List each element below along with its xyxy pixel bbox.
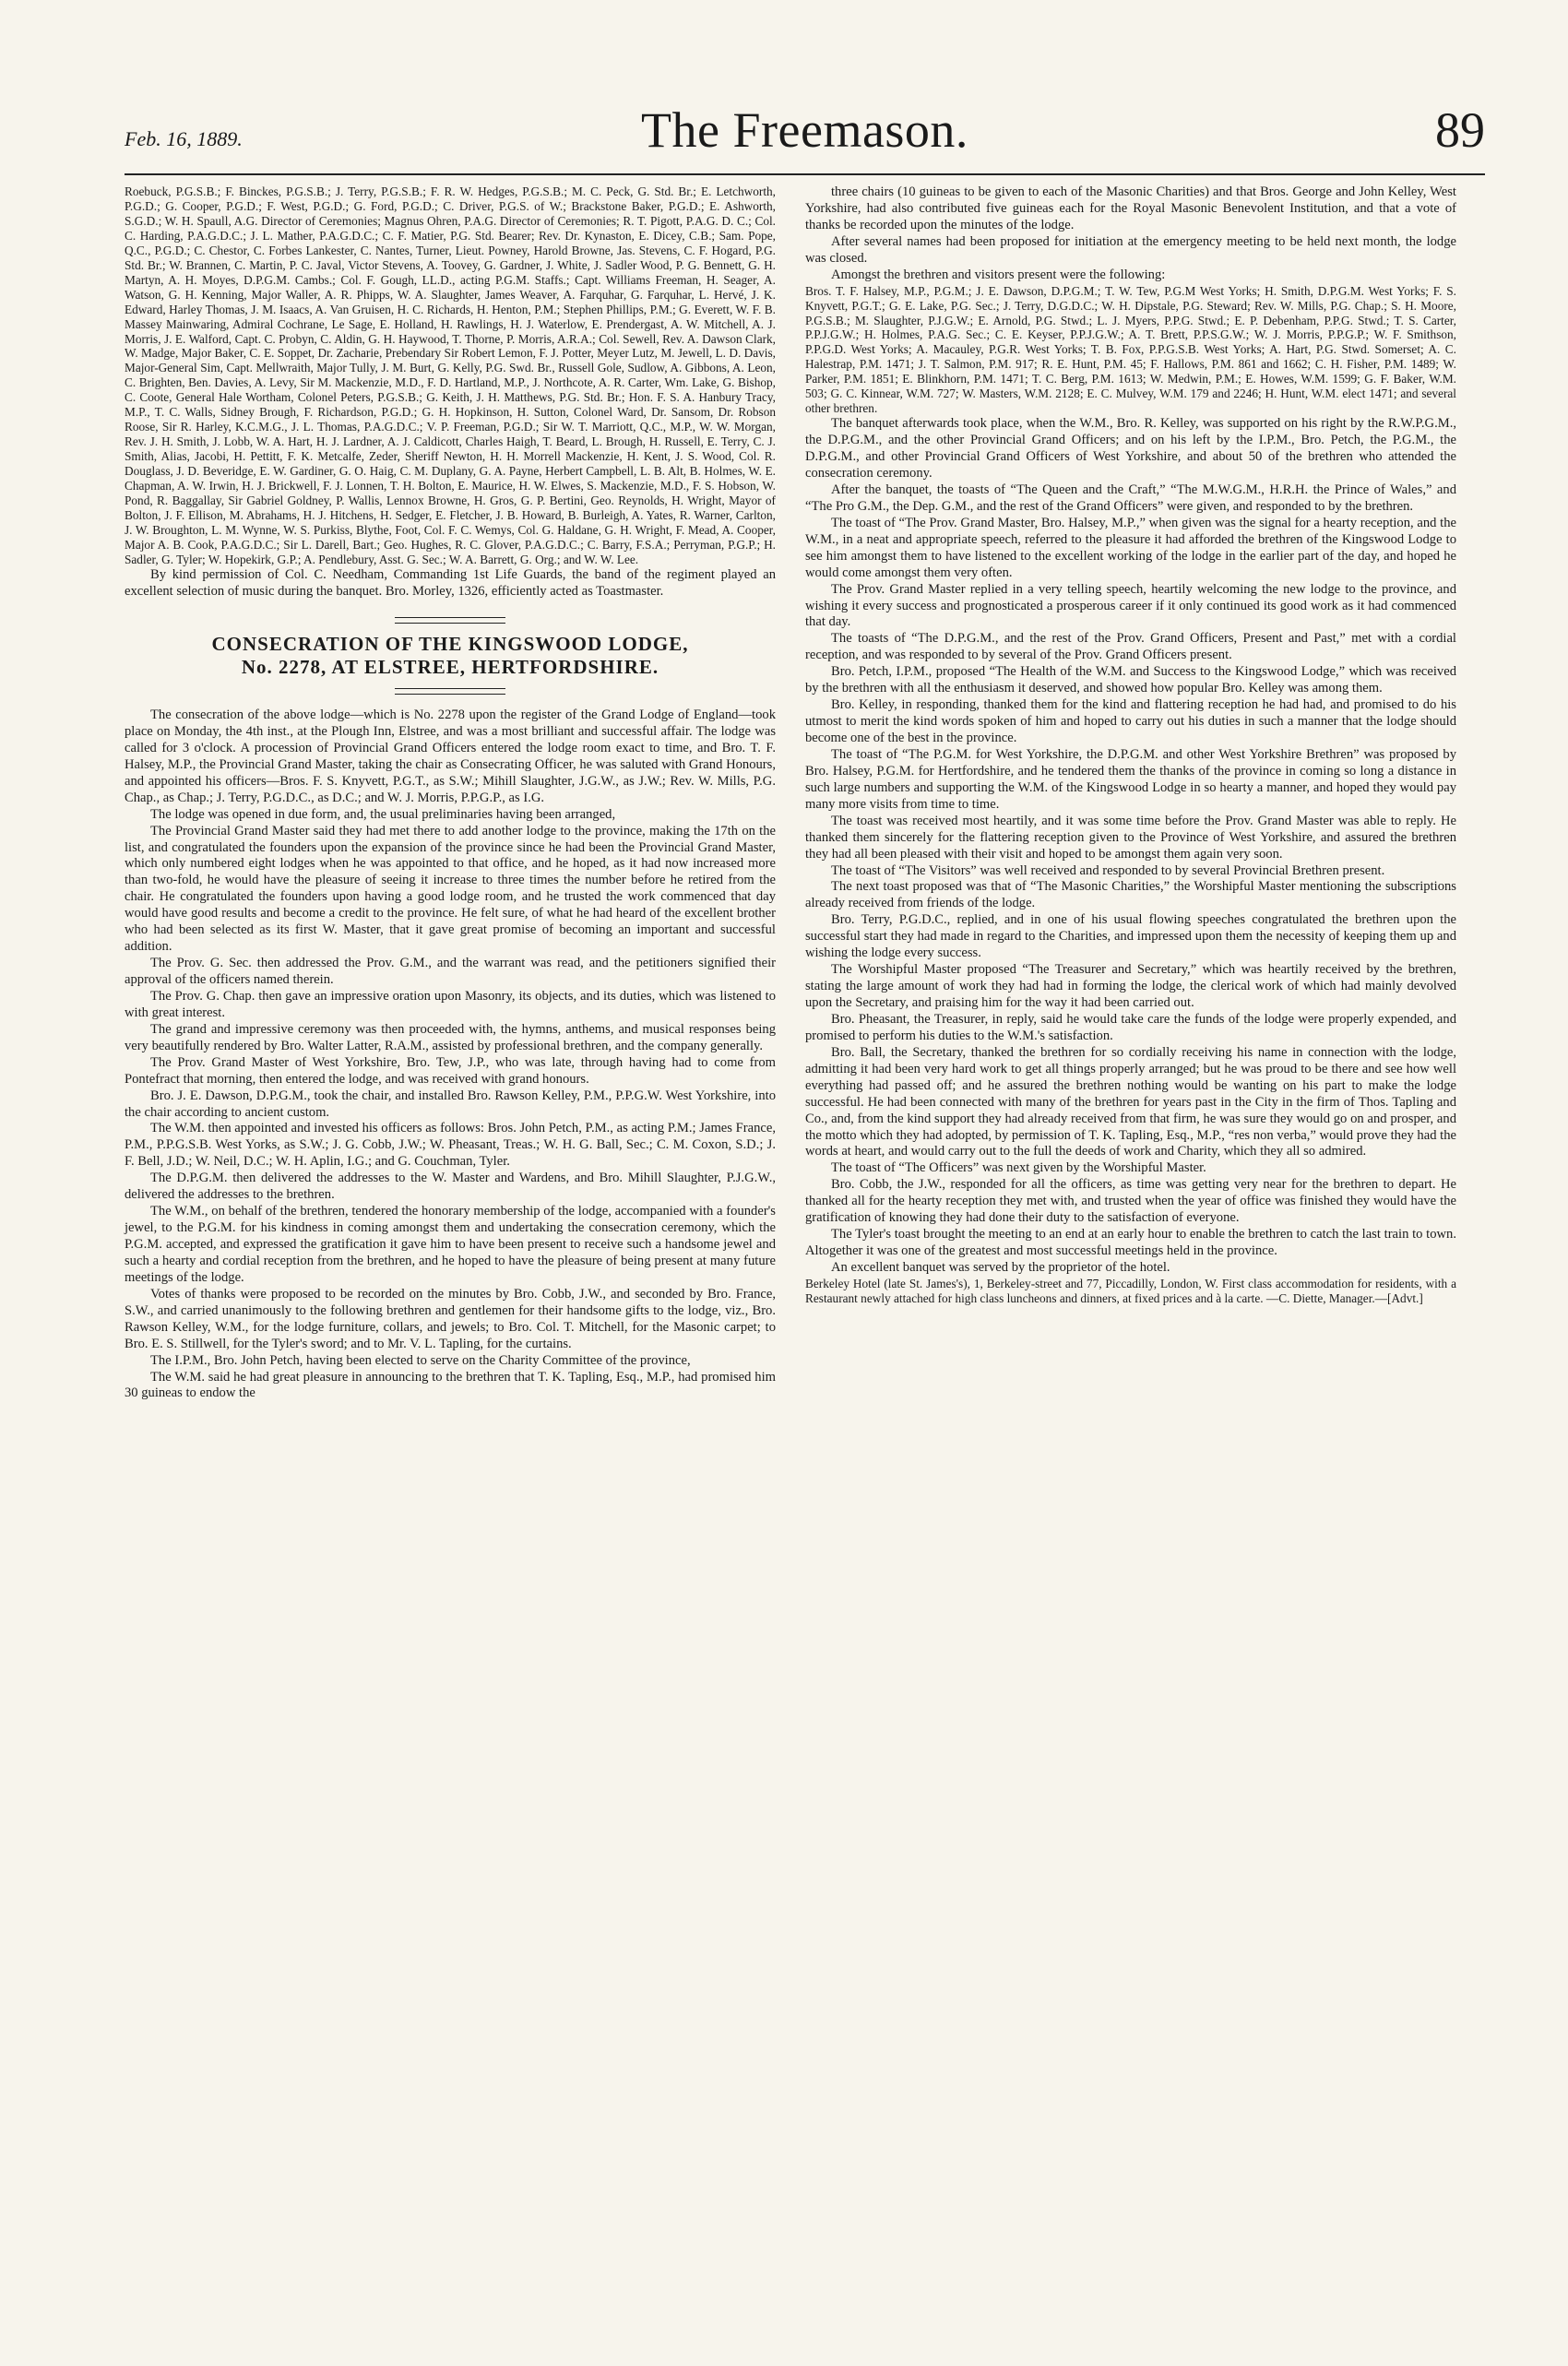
article-paragraph: The Tyler's toast brought the meeting to an end at an early hour to enable the brethren to catch the last train to town. Altogether it was one of the greatest and most successful meetings held in the province. xyxy=(805,1227,1456,1259)
article-paragraph: The lodge was opened in due form, and, the usual preliminaries having been arranged, xyxy=(150,806,616,822)
article-paragraph: Bro. Petch, I.P.M., proposed “The Health of the W.M. and Success to the Kingswood Lodge,” which was received by the brethren with all the enthusiasm it deserved, and showed how popular Bro. Kelley was among them. xyxy=(805,664,1456,696)
article-heading-line-2: No. 2278, AT ELSTREE, HERTFORDSHIRE. xyxy=(241,655,659,678)
page-number: 89 xyxy=(1435,102,1485,158)
newspaper-title: The Freemason. xyxy=(641,102,968,158)
article-paragraph: three chairs (10 guineas to be given to each of the Masonic Charities) and that Bros. George and John Kelley, West Yorkshire, had also contributed five guineas each for the Royal Masonic Benevolent Institution, and that a vote of thanks be recorded upon the minutes of the lodge. xyxy=(805,184,1456,232)
article-paragraph: The D.P.G.M. then delivered the addresses to the W. Master and Wardens, and Bro. Mihill Slaughter, P.J.G.W., delivered the addresses to the brethren. xyxy=(125,1171,776,1203)
article-paragraph: The grand and impressive ceremony was then proceeded with, the hymns, anthems, and musical responses being very beautifully rendered by Bro. Walter Latter, R.A.M., assisted by professional brethren, and the company generally. xyxy=(125,1021,776,1053)
article-paragraph: The Prov. Grand Master of West Yorkshire, Bro. Tew, J.P., who was late, through having had to come from Pontefract that morning, then entered the lodge, and was received with grand honours. xyxy=(125,1054,776,1087)
right-column xyxy=(805,184,1456,1402)
band-paragraph: By kind permission of Col. C. Needham, Commanding 1st Life Guards, the band of the regiment played an excellent selection of music during the banquet. Bro. Morley, 1326, efficiently acted as Toastmaster. xyxy=(125,566,776,599)
article-paragraph: The toast of “The P.G.M. for West Yorkshire, the D.P.G.M. and other West Yorkshire Brethren” was proposed by Bro. Halsey, P.G.M. for Hertfordshire, and he tendered them the thanks of the province in coming so long a distance in such large numbers and supporting the W.M. of the Kingswood Lodge in so hearty a manner, and hoped they would pay many more visits from time to time. xyxy=(805,746,1456,812)
hotel-advertisement: Berkeley Hotel (late St. James's), 1, Berkeley-street and 77, Piccadilly, London, W. First class accommodation for residents, with a Restaurant newly attached for high class luncheons and dinners, at fixed prices and à la carte. —C. Diette, Manager.—[Advt.] xyxy=(805,1276,1456,1305)
article-paragraph: Amongst the brethren and visitors present were the following: xyxy=(831,267,1166,282)
masthead xyxy=(125,101,1485,166)
left-column xyxy=(125,184,776,1402)
article-paragraph: The banquet afterwards took place, when the W.M., Bro. R. Kelley, was supported on his right by the R.W.P.G.M., the D.P.G.M., and the other Provincial Grand Officers; and on his left by the I.P.M., Bro. Petch, the P.G.M., the D.P.G.M., and other Provincial Grand Officers of West Yorkshire, and about 50 of the brethren who attended the consecration ceremony. xyxy=(805,416,1456,482)
article-paragraph: The toast of “The Prov. Grand Master, Bro. Halsey, M.P.,” when given was the signal for a hearty reception, and the W.M., in a neat and appropriate speech, referred to the pleasure it had afforded the brethren of the Kingswood Lodge to see him amongst them to have listened to the excellent working of the lodge in the earlier part of the day, and hoped he would come amongst them very often. xyxy=(805,515,1456,580)
article-paragraph: The toasts of “The D.P.G.M., and the rest of the Prov. Grand Officers, Present and Past,” met with a cordial reception, and was responded to by several of the Prov. Grand Officers present. xyxy=(805,631,1456,663)
article-paragraph: Bro. Terry, P.G.D.C., replied, and in one of his usual flowing speeches congratulated the brethren upon the successful start they had made in regard to the Charities, and impressed upon them the necessity of keeping them up and wishing the lodge every success. xyxy=(805,912,1456,961)
article-heading xyxy=(125,617,776,695)
article-paragraph: After the banquet, the toasts of “The Queen and the Craft,” “The M.W.G.M., H.R.H. the Prince of Wales,” and “The Pro G.M., the Dep. G.M., and the rest of the Grand Officers” were given, and responded to by the brethren. xyxy=(805,482,1456,514)
article-paragraph: The Worshipful Master proposed “The Treasurer and Secretary,” which was heartily received by the brethren, stating the large amount of work they had had in forming the lodge, the clerical work of which had mainly devolved upon the Secretary, and praising him for the way it had been carried out. xyxy=(805,962,1456,1011)
brethren-list: Bros. T. F. Halsey, M.P., P.G.M.; J. E. Dawson, D.P.G.M.; T. W. Tew, P.G.M West Yorks; H. Smith, D.P.G.M. West Yorks; F. S. Knyvett, P.G.T.; G. E. Lake, P.G. Sec.; J. Terry, D.G.D.C.; W. H. Dipstale, P.G. Steward; Rev. W. Mills, P.G. Chap.; S. H. Moore, P.G.S.B.; M. Slaughter, P.J.G.W.; E. Arnold, P.G. Stwd.; L. J. Myers, P.P.G. Stwd.; E. P. Debenham, P.P.G. Stwd.; T. S. Carter, P.P.J.G.W.; H. Holmes, P.A.G. Sec.; C. E. Keyser, P.P.J.G.W.; A. T. Brett, P.P.S.G.W.; W. J. Morris, P.P.G.P.; W. F. Smithson, P.P.G.D. West Yorks; A. Macauley, P.G.R. West Yorks; T. B. Fox, P.P.G.S.B. West Yorks; A. Hart, P.G. Stwd. Somerset; A. C. Halestrap, P.M. 1471; J. T. Salmon, P.M. 917; R. E. Hunt, P.M. 45; F. Hallows, P.M. 861 and 1662; C. H. Fisher, P.M. 1489; W. Parker, P.M. 1851; E. Blinkhorn, P.M. 1471; T. C. Berg, P.M. 1613; W. Medwin, P.M.; E. Howes, W.M. 1599; G. F. Baker, W.M. 503; G. C. Kinnear, W.M. 727; W. Masters, W.M. 2128; E. C. Mulvey, W.M. 179 and 2246; H. Hunt, W.M. elect 1471; and several other brethren. xyxy=(805,283,1456,416)
heading-rule-top xyxy=(395,617,505,624)
article-paragraph: The Provincial Grand Master said they had met there to add another lodge to the province, making the 17th on the list, and congratulated the founders upon the expansion of the province since he had been the Provincial Grand Master, which only numbered eight lodges when he was appointed to that office, and he hoped, as it had now increased more than two-fold, he would have the pleasure of seeing it increase to three times the number before he retired from the chair. He congratulated the founders upon having a good lodge room, and he trusted the work commenced that day would have good results and become a credit to the province. He felt sure, of what he had heard of the excellent brother who had been selected as its first W. Master, that it gave great promise of becoming an important and successful addition. xyxy=(125,823,776,955)
heading-rule-bottom xyxy=(395,688,505,695)
masthead-rule xyxy=(125,173,1485,175)
article-paragraph: The W.M. said he had great pleasure in announcing to the brethren that T. K. Tapling, Esq., M.P., had promised him 30 guineas to endow the xyxy=(125,1369,776,1401)
article-paragraph: The Prov. G. Sec. then addressed the Prov. G.M., and the warrant was read, and the petitioners signified their approval of the officers named therein. xyxy=(125,956,776,988)
article-paragraph: The W.M. then appointed and invested his officers as follows: Bros. John Petch, P.M., as acting P.M.; James France, P.M., P.P.G.S.B. West Yorks, as S.W.; J. G. Cobb, J.W.; W. Pheasant, Treas.; W. H. G. Ball, Sec.; C. M. Coxon, S.D.; J. F. Bell, J.D.; W. Neil, D.C.; W. H. Aplin, I.G.; and G. Couchman, Tyler. xyxy=(125,1121,776,1170)
article-paragraph: Votes of thanks were proposed to be recorded on the minutes by Bro. Cobb, J.W., and seconded by Bro. France, S.W., and carried unanimously to the following brethren and gentlemen for their handsome gifts to the lodge, viz., Bro. Rawson Kelley, W.M., for the lodge furniture, collars, and jewels; to Bro. Col. T. Mitchell, for the Masonic carpet; to Bro. E. S. Stillwell, for the Tyler's sword; and to Mr. V. L. Tapling, for the curtains. xyxy=(125,1286,776,1351)
article-paragraph: The Prov. Grand Master replied in a very telling speech, heartily welcoming the new lodge to the province, and wishing it every success and prognosticated a prosperous career if it only continued its good work as it had commenced that day. xyxy=(805,581,1456,630)
article-paragraph: The toast of “The Visitors” was well received and responded to by several Provincial Brethren present. xyxy=(831,862,1385,878)
article-paragraph: Bro. Pheasant, the Treasurer, in reply, said he would take care the funds of the lodge were properly expended, and promised to perform his duties to the W.M.'s satisfaction. xyxy=(805,1011,1456,1043)
article-paragraph: An excellent banquet was served by the proprietor of the hotel. xyxy=(831,1260,1170,1276)
article-paragraph: Bro. Kelley, in responding, thanked them for the kind and flattering reception he had had, and promised to do his utmost to merit the kind words spoken of him and hoped to carry out his duties in such a manner that the lodge should become one of the best in the province. xyxy=(805,697,1456,746)
article-paragraph: The consecration of the above lodge—which is No. 2278 upon the register of the Grand Lodge of England—took place on Monday, the 4th inst., at the Plough Inn, Elstree, and was a most brilliant and successful affair. The lodge was called for 3 o'clock. A procession of Provincial Grand Officers entered the lodge room exact to time, and Bro. T. F. Halsey, M.P., the Provincial Grand Master, taking the chair as Consecrating Officer, he was saluted with Grand Honours, and appointed his officers—Bros. F. S. Knyvett, P.G.T., as S.W.; Mihill Slaughter, J.G.W., as J.W.; Rev. W. Mills, P.G. Chap., as Chap.; J. Terry, P.G.D.C., as D.C.; and W. J. Morris, P.P.G.P., as I.G. xyxy=(125,707,776,805)
article-paragraph: The W.M., on behalf of the brethren, tendered the honorary membership of the lodge, accompanied with a founder's jewel, to the P.G.M. for his kindness in coming amongst them and undertaking the consecration ceremony, which the P.G.M. accepted, and expressed the gratification it gave him to have been present to receive such a handsome jewel and such a hearty and cordial reception from the brethren, and he hoped to have the pleasure of being present at many future meetings of the lodge. xyxy=(125,1204,776,1285)
article-paragraph: Bro. J. E. Dawson, D.P.G.M., took the chair, and installed Bro. Rawson Kelley, P.M., P.P.G.W. West Yorkshire, into the chair according to ancient custom. xyxy=(125,1088,776,1120)
issue-date: Feb. 16, 1889. xyxy=(125,127,243,150)
article-paragraph: The I.P.M., Bro. John Petch, having been elected to serve on the Charity Committee of the province, xyxy=(150,1352,691,1368)
article-paragraph: The toast of “The Officers” was next given by the Worshipful Master. xyxy=(831,1160,1206,1176)
article-paragraph: The next toast proposed was that of “The Masonic Charities,” the Worshipful Master mentioning the subscriptions already received from friends of the lodge. xyxy=(805,879,1456,911)
attendees-list: Roebuck, P.G.S.B.; F. Binckes, P.G.S.B.; J. Terry, P.G.S.B.; F. R. W. Hedges, P.G.S.B.; M. C. Peck, G. Std. Br.; E. Letchworth, P.G.D.; G. Cooper, P.G.D.; F. West, P.G.D.; G. Ford, P.G.D.; C. Driver, P.G.S. of W.; Brackstone Baker, P.G.D.; E. Ashworth, S.G.D.; W. H. Spaull, A.G. Director of Ceremonies; Magnus Ohren, P.A.G. Director of Ceremonies; R. T. Pigott, P.A.G. D. C.; Col. C. Harding, P.A.G.D.C.; J. L. Mather, P.A.G.D.C.; C. F. Matier, P.G. Std. Bearer; Rev. Dr. Kynaston, E. Dicey, C.B.; Sam. Pope, Q.C., P.G.D.; C. Chestor, C. Forbes Lankester, C. Nantes, Turner, Lieut. Powney, Harold Browne, Jas. Stevens, C. F. Hogard, P.G. Std. Br.; W. Brannen, C. Martin, P. C. Javal, Victor Stevens, A. Toovey, G. Gardner, J. White, J. Sadler Wood, P. G. Bennett, G. H. Martyn, A. H. Moyes, D.P.G.M. Cambs.; Col. F. Gough, LL.D., acting P.G.M. Staffs.; Capt. Williams Freeman, H. Seager, A. Watson, G. H. Kenning, Major Waller, A. R. Phipps, W. A. Slaughter, James Weaver, A. Farquhar, G. Farquhar, L. Hervé, J. K. Edward, Harley Thomas, J. M. Isaacs, A. Van Gruisen, H. C. Richards, H. Henton, P.M.; Stephen Phillips, P.M.; G. Everett, W. F. B. Massey Mainwaring, Admiral Cochrane, Le Sage, E. Holland, H. Rawlings, H. J. Waterlow, E. Prendergast, A. W. Mitchell, A. J. Morris, J. E. Walford, Capt. C. Probyn, C. Aldin, G. H. Haywood, T. Thorne, P. Morris, A.R.A.; Col. Sewell, Rev. A. Dawson Clark, W. Madge, Major Baker, C. E. Soppet, Dr. Zacharie, Prebendary Sir Robert Lemon, F. J. Potter, Meyer Lutz, M. Jewell, L. D. Davis, Major-General Sim, Capt. Mellwraith, Major Tully, J. M. Burt, G. Kelly, P.G. Swd. Br., Russell Gole, Sudlow, A. Gibbons, A. Leon, C. Brighten, Ben. Davies, A. Levy, Sir M. Mackenzie, M.D., F. D. Hartland, M.P., J. Northcote, A. R. Carter, Wm. Lake, G. Bishop, C. Coote, General Hale Wortham, Colonel Peters, P.G.S.B.; G. Keith, J. H. Matthews, P.G. Std. Br.; Hon. F. S. A. Hanbury Tracy, M.P., T. C. Walls, Sidney Brough, F. Richardson, P.G.D.; G. H. Hopkinson, H. Sutton, Colonel Ward, Dr. Sansom, Dr. Robson Roose, Sir R. Harley, K.C.M.G., J. L. Thomas, P.A.G.D.C.; V. P. Freeman, P.G.D.; Sir W. T. Marriott, Q.C., M.P., W. W. Morgan, Rev. J. H. Smith, J. Lobb, W. A. Hart, H. J. Lardner, A. J. Caldicott, Charles Haigh, T. Beard, L. Brough, H. Russell, E. Terry, C. J. Smith, Alias, Jacobi, H. Pettitt, F. K. Metcalfe, Zeder, Sheriff Newton, H. H. Morrell Mackenzie, H. Kent, J. S. Wood, Col. R. Douglass, J. D. Beveridge, E. W. Gardiner, G. O. Haig, C. M. Duplany, G. A. Payne, Herbert Campbell, L. B. Alt, B. Holmes, W. E. Chapman, A. W. Irwin, H. J. Brickwell, F. J. Lonnen, T. H. Bolton, E. Maurice, H. W. Elwes, S. Mackenzie, M.D., F. S. Hobson, W. Pond, R. Baggallay, Sir Gabriel Goldney, P. Wallis, Lennox Browne, H. Gros, G. P. Bertini, Geo. Reynolds, H. Wright, Mayor of Bolton, J. F. Ellison, M. Abrahams, H. J. Hitchens, H. Sedger, E. Fletcher, J. B. Howard, B. Burleigh, A. Yates, R. Warner, Carlton, J. W. Broughton, L. M. Wynne, W. S. Purkiss, Blythe, Foot, Col. F. C. Wemys, Col. G. Haldane, G. H. Wright, F. Mead, A. Cooper, Major A. B. Cook, P.A.G.D.C.; Sir L. Darell, Bart.; Geo. Hughes, R. C. Glover, P.A.G.D.C.; C. Barry, F.S.A.; Perryman, P.G.P.; H. Sadler, G. Tyler; W. Hopekirk, G.P.; A. Pendlebury, Asst. G. Sec.; W. A. Barrett, G. Org.; and W. W. Lee. xyxy=(125,184,776,566)
article-paragraph: After several names had been proposed for initiation at the emergency meeting to be held next month, the lodge was closed. xyxy=(805,233,1456,266)
article-paragraph: The Prov. G. Chap. then gave an impressive oration upon Masonry, its objects, and its duties, which was listened to with great interest. xyxy=(125,988,776,1020)
article-paragraph: The toast was received most heartily, and it was some time before the Prov. Grand Master was able to reply. He thanked them sincerely for the flattering reception given to the Province of West Yorkshire, and assured the brethren they had all been pleased with their visit and hoped to be amongst them again very soon. xyxy=(805,813,1456,862)
article-heading-line-1: CONSECRATION OF THE KINGSWOOD LODGE, xyxy=(211,632,689,655)
columns xyxy=(125,184,1485,1402)
article-paragraph: Bro. Cobb, the J.W., responded for all the officers, as time was getting very near for the brethren to depart. He thanked all for the hearty reception they met with, and trusted when the year of office was finished they would have the gratification of knowing they had done their duty to the satisfaction of everyone. xyxy=(805,1177,1456,1226)
article-paragraph: Bro. Ball, the Secretary, thanked the brethren for so cordially receiving his name in connection with the lodge, admitting it had been very hard work to get all things properly arranged; but he was proud to be there and see how well everything had passed off; and he assured the brethren nothing would be wanting on his part to make the lodge successful. He had been connected with many of the brethren for years past in the City in the firm of Thos. Tapling and Co., and, from the kind support they had already received from that firm, he was sure they would go on and prosper, and the motto which they had adopted, by permission of T. K. Tapling, Esq., M.P., “res non verba,” would prove they had the words at heart, and would carry out to the full the deeds of work and Charity, which they all so admired. xyxy=(805,1044,1456,1159)
